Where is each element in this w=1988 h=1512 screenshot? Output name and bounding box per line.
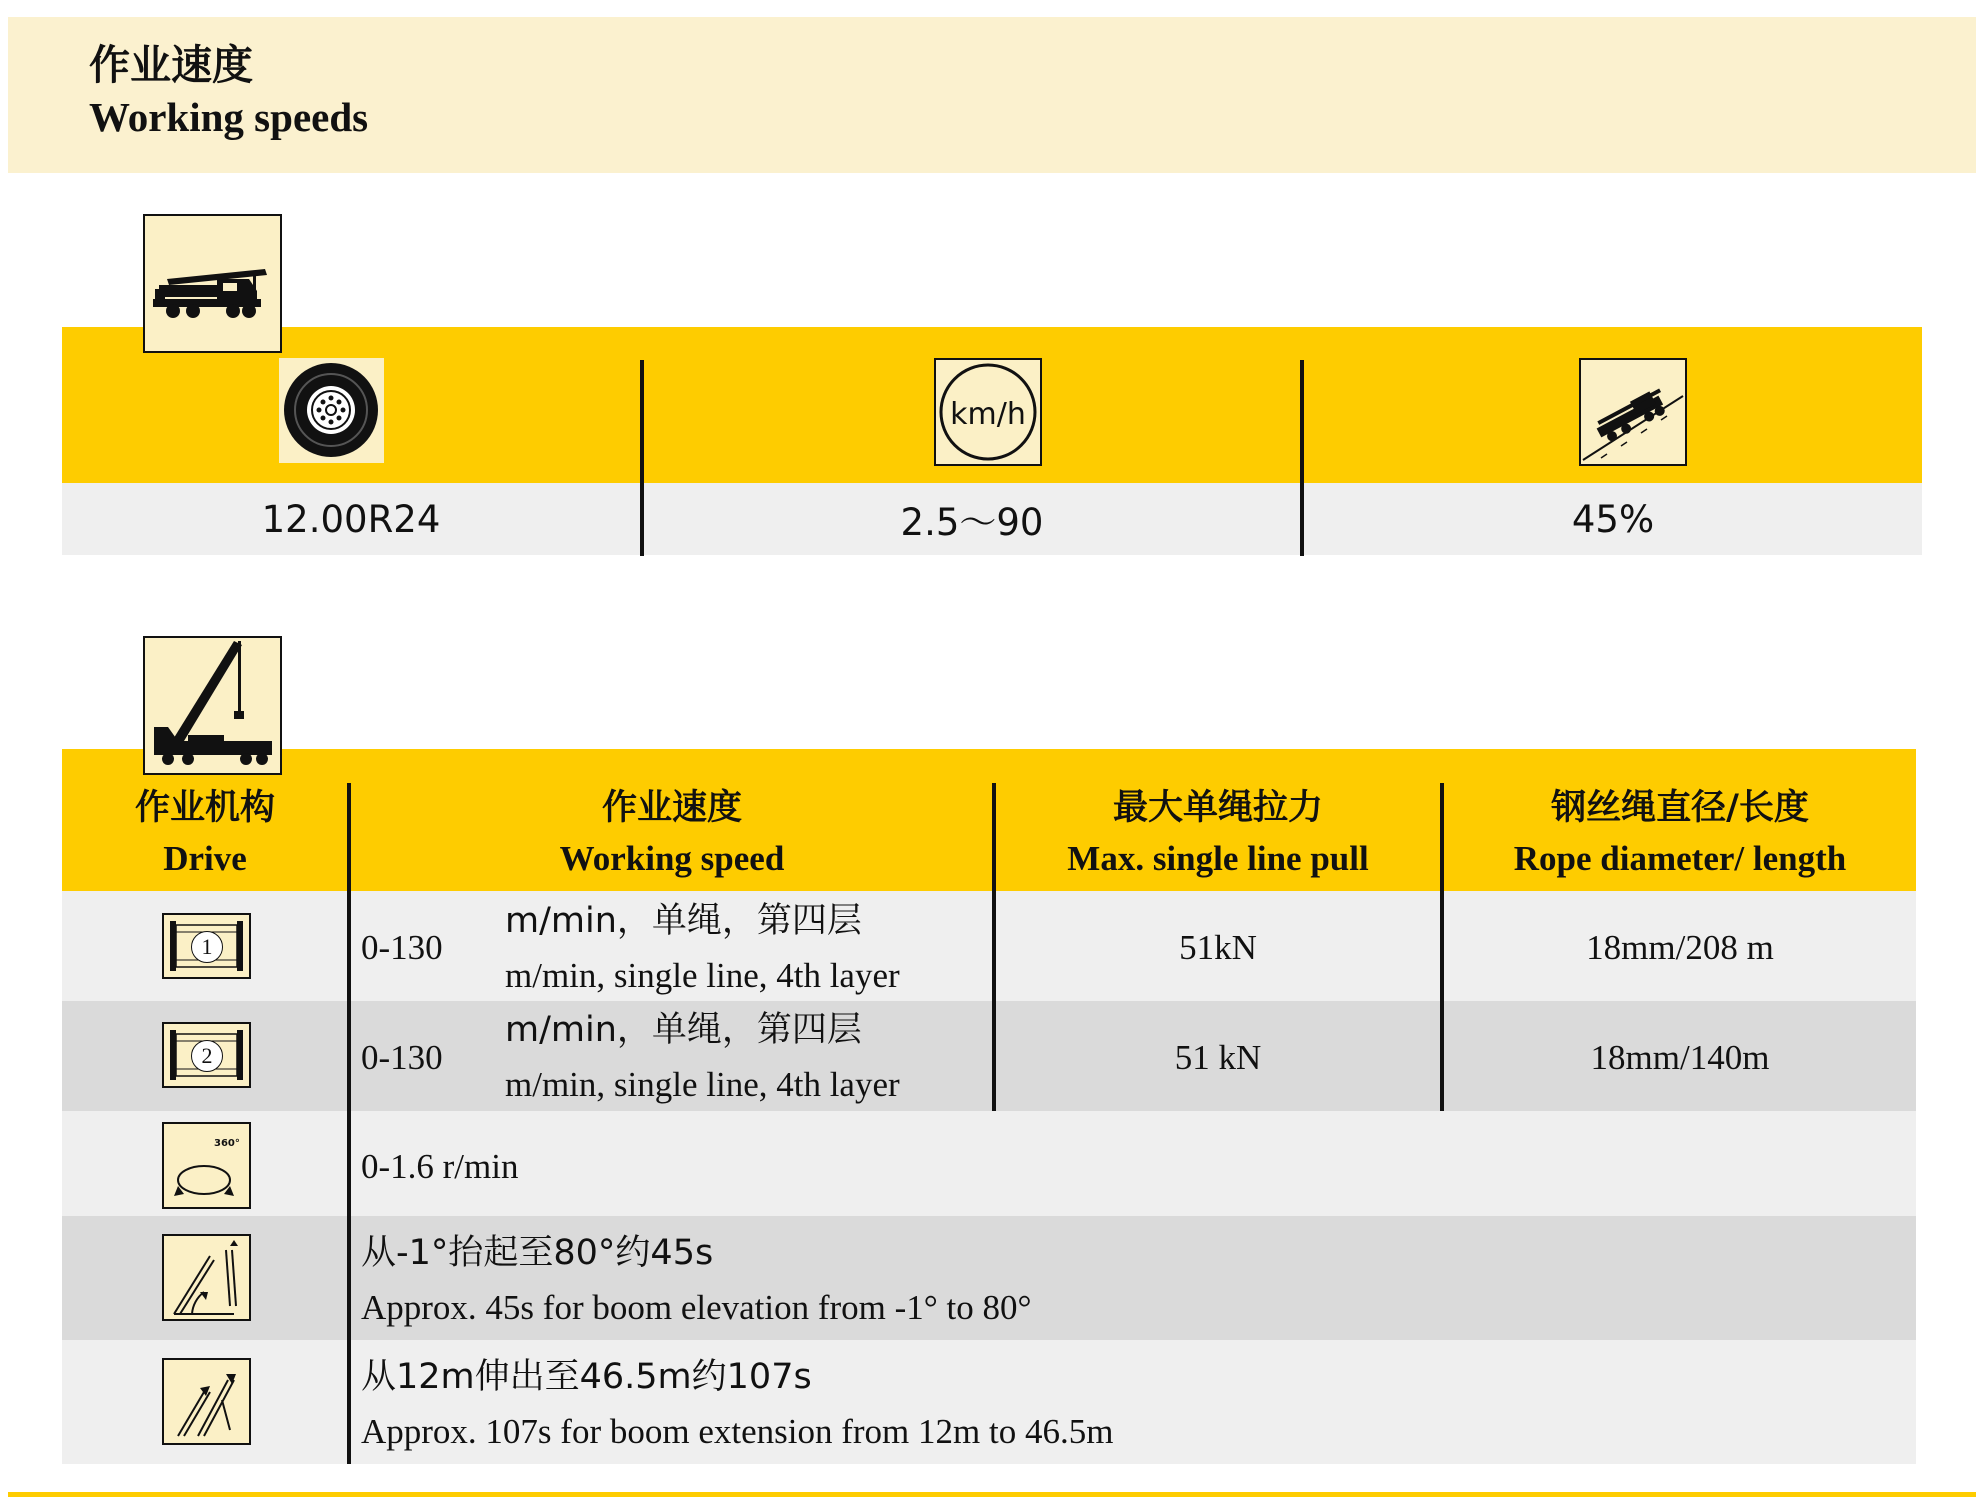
auxiliary-winch-icon bbox=[162, 1022, 251, 1088]
winch2-unit-en: m/min, single line, 4th layer bbox=[505, 1065, 900, 1104]
header-speed-cn: 作业速度 bbox=[601, 788, 742, 828]
header-working-speed bbox=[352, 783, 992, 891]
boom-elevation-en: Approx. 45s for boom elevation from -1° to 80° bbox=[361, 1288, 1032, 1327]
page-header bbox=[8, 17, 1976, 173]
winch1-rope: 18mm/208 m bbox=[1586, 928, 1774, 967]
speed-kmh-icon bbox=[934, 358, 1042, 466]
boom-elevation-cn: 从-1°抬起至80°约45s bbox=[361, 1233, 714, 1273]
boom-telescoping-icon bbox=[162, 1358, 251, 1445]
boom-extension-cn: 从12m伸出至46.5m约107s bbox=[361, 1357, 812, 1397]
winch2-unit-cn: m/min，单绳，第四层 bbox=[505, 1010, 862, 1050]
header-rope-cn: 钢丝绳直径/长度 bbox=[1551, 788, 1809, 828]
travel-speed-value: 2.5～90 bbox=[900, 501, 1044, 544]
truck-crane-icon bbox=[143, 214, 282, 353]
header-drive-cn: 作业机构 bbox=[134, 788, 275, 828]
winch1-unit-en: m/min, single line, 4th layer bbox=[505, 956, 900, 995]
gradeability-icon bbox=[1579, 358, 1687, 466]
main-winch-icon bbox=[162, 913, 251, 979]
winch-number-2: 2 bbox=[191, 1040, 223, 1072]
header-speed-en: Working speed bbox=[559, 839, 785, 878]
header-drive bbox=[62, 783, 348, 891]
slewing-speed: 0-1.6 r/min bbox=[361, 1147, 519, 1186]
winch2-speed: 0-130 bbox=[361, 1038, 443, 1077]
crane-boom-icon bbox=[143, 636, 282, 775]
table-divider-speed bbox=[992, 783, 996, 1111]
kmh-icon-text: km/h bbox=[950, 397, 1026, 432]
table-row bbox=[62, 1111, 1916, 1216]
winch1-pull: 51kN bbox=[1179, 928, 1257, 967]
winch1-speed: 0-130 bbox=[361, 928, 443, 967]
page-title-en: Working speeds bbox=[89, 94, 369, 140]
header-pull-cn: 最大单绳拉力 bbox=[1112, 788, 1323, 828]
slewing-360-icon bbox=[162, 1122, 251, 1209]
gradeability-value: 45% bbox=[1571, 497, 1655, 541]
slewing-icon-text: 360° bbox=[214, 1138, 240, 1149]
winch1-unit-cn: m/min，单绳，第四层 bbox=[505, 901, 862, 941]
winch-number-1: 1 bbox=[191, 931, 223, 963]
table-divider-pull bbox=[1440, 783, 1444, 1111]
table-divider-drive bbox=[347, 783, 351, 1464]
header-drive-en: Drive bbox=[163, 839, 247, 878]
header-max-pull bbox=[996, 783, 1440, 891]
header-rope-en: Rope diameter/ length bbox=[1513, 839, 1847, 878]
header-pull-en: Max. single line pull bbox=[1067, 839, 1369, 878]
tire-size-value: 12.00R24 bbox=[261, 497, 441, 541]
boom-extension-en: Approx. 107s for boom extension from 12m to 46.5m bbox=[361, 1412, 1114, 1451]
winch2-pull: 51 kN bbox=[1174, 1038, 1262, 1077]
boom-elevation-icon bbox=[162, 1234, 251, 1321]
header-rope bbox=[1444, 783, 1916, 891]
winch2-rope: 18mm/140m bbox=[1590, 1038, 1770, 1077]
page-title-cn: 作业速度 bbox=[89, 41, 253, 89]
bottom-accent-line bbox=[8, 1492, 1976, 1497]
tire-icon bbox=[279, 358, 384, 463]
